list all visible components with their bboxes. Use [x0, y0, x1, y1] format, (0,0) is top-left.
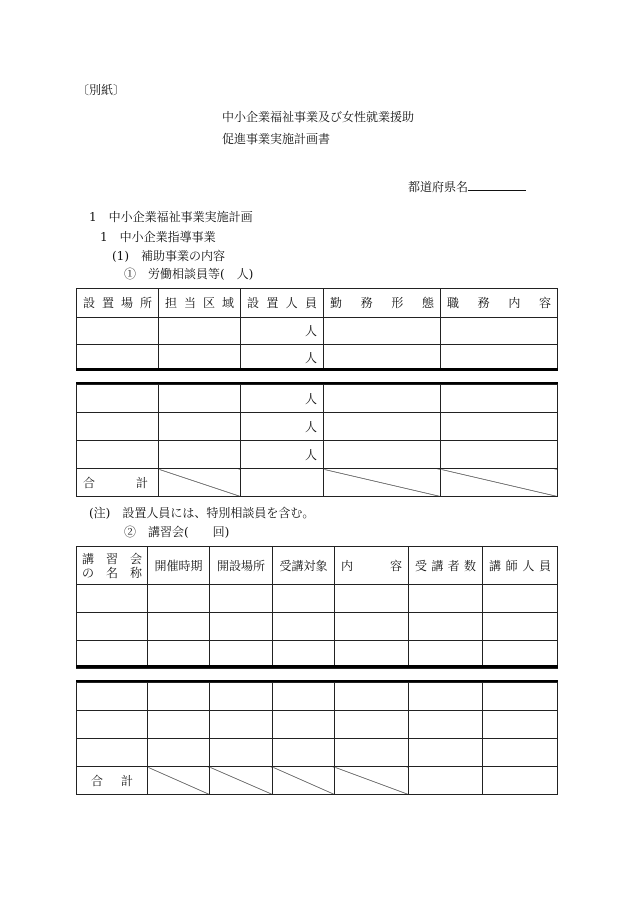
table-row [77, 345, 558, 371]
table-cell[interactable] [335, 683, 409, 711]
header-duties [441, 289, 558, 318]
staff-cell[interactable] [241, 318, 324, 345]
table-cell[interactable] [409, 683, 483, 711]
unit-label: 人 [304, 391, 317, 406]
spread-label: 勤 務 形 態 [330, 296, 434, 310]
unit-label: 人 [304, 324, 317, 338]
subitem-2-heading: ② 講習会( 回) [124, 525, 230, 539]
section-1-heading: 1 中小企業福祉事業実施計画 [89, 210, 253, 224]
prefecture-label: 都道府県名 [408, 180, 469, 194]
table-cell[interactable] [441, 413, 558, 441]
unit-label: 人 [304, 447, 317, 462]
table-cell[interactable] [324, 318, 441, 345]
header-location [77, 289, 159, 318]
table-row [77, 441, 558, 469]
unit-label: 人 [304, 419, 317, 434]
spread-label: 設 置 人 員 [247, 296, 317, 310]
diagonal-cell [335, 767, 409, 795]
table-cell[interactable] [324, 413, 441, 441]
spread-label: 合 計 [83, 475, 148, 490]
total-label-cell [77, 469, 159, 497]
spread-label: 内 容 [341, 558, 402, 573]
table-cell[interactable] [441, 385, 558, 413]
table-cell[interactable] [273, 711, 335, 739]
total-label-cell [77, 767, 148, 795]
header-period: 開催時期 [148, 547, 210, 585]
item-1-heading: (1) 補助事業の内容 [112, 249, 225, 263]
table-cell[interactable] [77, 441, 159, 469]
total-row [77, 469, 558, 497]
table-cell[interactable] [210, 585, 273, 613]
spread-label: 講 習 会 [82, 551, 142, 566]
unit-label: 人 [304, 350, 317, 365]
table-cell[interactable] [441, 441, 558, 469]
diagonal-cell [159, 469, 241, 497]
table-cell[interactable] [77, 345, 159, 371]
header-target: 受講対象 [273, 547, 335, 585]
table-cell[interactable] [148, 711, 210, 739]
total-row [77, 767, 558, 795]
table-cell[interactable] [210, 683, 273, 711]
table-cell[interactable] [324, 385, 441, 413]
diagonal-cell [210, 767, 273, 795]
header-work-form [324, 289, 441, 318]
table-break-line [76, 368, 558, 371]
table-row [77, 385, 558, 413]
spread-label: 合 計 [91, 773, 133, 788]
table-cell[interactable] [441, 318, 558, 345]
header-seminar-name [77, 547, 148, 585]
table-cell[interactable] [159, 385, 241, 413]
spread-label: 受 講 者 数 [415, 558, 476, 573]
header-attendees [409, 547, 483, 585]
table-cell[interactable] [273, 585, 335, 613]
table-cell[interactable] [335, 613, 409, 641]
table-cell[interactable] [335, 739, 409, 767]
annex-label: 〔別紙〕 [77, 83, 126, 97]
table-cell[interactable] [324, 441, 441, 469]
table-row [77, 683, 558, 711]
table-cell[interactable] [273, 739, 335, 767]
subitem-1-heading: ① 労働相談員等( 人) [124, 267, 254, 281]
diagonal-cell [441, 469, 558, 497]
table-cell[interactable] [483, 585, 558, 613]
total-attendees-cell[interactable] [409, 767, 483, 795]
table-row [77, 318, 558, 345]
section-1-1-heading: 1 中小企業指導事業 [100, 230, 216, 244]
table-cell[interactable] [159, 413, 241, 441]
table-cell[interactable] [148, 683, 210, 711]
staff-cell[interactable] [241, 413, 324, 441]
table-row [77, 739, 558, 767]
table-cell[interactable] [335, 711, 409, 739]
header-staff [241, 289, 324, 318]
table-row [77, 711, 558, 739]
table-cell[interactable] [77, 739, 148, 767]
header-instructors [483, 547, 558, 585]
table-row [77, 413, 558, 441]
table-cell[interactable] [409, 585, 483, 613]
document-title-line2: 促進事業実施計画書 [222, 132, 331, 146]
spread-label: 設 置 場 所 [83, 296, 152, 310]
diagonal-cell [148, 767, 210, 795]
table-cell[interactable] [77, 613, 148, 641]
spread-label: 講 師 人 員 [489, 558, 551, 573]
seminar-header-row [77, 547, 558, 585]
table-cell[interactable] [77, 413, 159, 441]
table-cell[interactable] [409, 711, 483, 739]
prefecture-field [408, 178, 526, 194]
spread-label: 担 当 区 域 [165, 296, 234, 310]
table-cell[interactable] [77, 585, 148, 613]
header-area [159, 289, 241, 318]
prefecture-blank[interactable] [468, 178, 526, 191]
table-cell[interactable] [210, 711, 273, 739]
seminar-table-top [76, 546, 558, 669]
staff-cell[interactable] [241, 441, 324, 469]
table-cell[interactable] [335, 585, 409, 613]
staff-cell[interactable] [241, 385, 324, 413]
total-staff-cell[interactable] [241, 469, 324, 497]
table-cell[interactable] [148, 585, 210, 613]
table-cell[interactable] [159, 318, 241, 345]
table-cell[interactable] [159, 441, 241, 469]
table-row [77, 613, 558, 641]
table-cell[interactable] [77, 683, 148, 711]
total-instructors-cell[interactable] [483, 767, 558, 795]
counselor-table-top [76, 288, 558, 371]
note-text: (注) 設置人員には、特別相談員を含む。 [89, 506, 315, 520]
table-cell[interactable] [483, 683, 558, 711]
table-cell[interactable] [483, 739, 558, 767]
header-venue: 開設場所 [210, 547, 273, 585]
table-cell[interactable] [210, 739, 273, 767]
table-break-line [76, 665, 558, 668]
table-cell[interactable] [273, 613, 335, 641]
table-cell[interactable] [148, 613, 210, 641]
table-cell[interactable] [210, 613, 273, 641]
table-cell[interactable] [409, 613, 483, 641]
table-cell[interactable] [324, 345, 441, 371]
document-title-line1: 中小企業福祉事業及び女性就業援助 [222, 110, 415, 124]
staff-cell[interactable] [241, 345, 324, 371]
table-cell[interactable] [441, 345, 558, 371]
table-cell[interactable] [148, 739, 210, 767]
table-cell[interactable] [77, 318, 159, 345]
table-cell[interactable] [483, 613, 558, 641]
table-cell[interactable] [159, 345, 241, 371]
table-cell[interactable] [273, 683, 335, 711]
table-cell[interactable] [409, 739, 483, 767]
counselor-header-row [77, 289, 558, 318]
diagonal-cell [324, 469, 441, 497]
table-cell[interactable] [483, 711, 558, 739]
counselor-table-bottom [76, 384, 558, 497]
table-row [77, 585, 558, 613]
table-cell[interactable] [77, 385, 159, 413]
table-cell[interactable] [77, 711, 148, 739]
spread-label: の 名 称 [82, 565, 142, 580]
spread-label: 職 務 内 容 [447, 296, 551, 310]
seminar-table-bottom [76, 682, 558, 795]
diagonal-cell [273, 767, 335, 795]
header-content [335, 547, 409, 585]
